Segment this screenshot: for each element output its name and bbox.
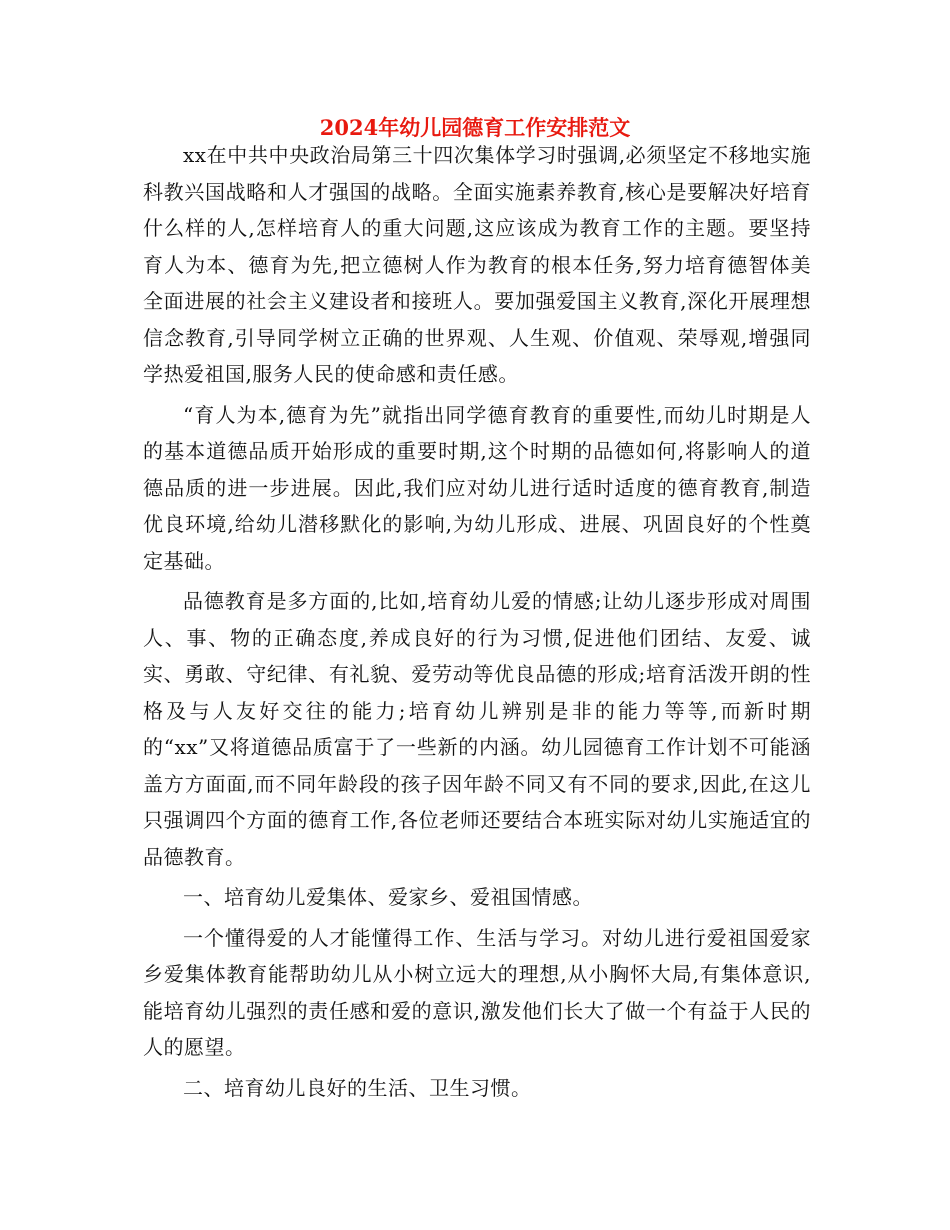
paragraph-love-education: 一个懂得爱的人才能懂得工作、生活与学习。对幼儿进行爱祖国爱家乡爱集体教育能帮助幼儿从小树立远大的理想,从小胸怀大局,有集体意识,能培育幼儿强烈的责任感和爱的意识,激发他们长大了做一个有益于人民的人的愿望。	[143, 925, 811, 1059]
paragraph-moral-priority: “育人为本,德育为先”就指出同学德育教育的重要性,而幼儿时期是人的基本道德品质开始形成的重要时期,这个时期的品德如何,将影响人的道德品质的进一步进展。因此,我们应对幼儿进行适时适度的德育教育,制造优良环境,给幼儿潜移默化的影响,为幼儿形成、进展、巩固良好的个性奠定基础。	[143, 402, 811, 573]
document-title: 2024年幼儿园德育工作安排范文	[319, 115, 631, 140]
paragraph-intro: xx在中共中央政治局第三十四次集体学习时强调,必须坚定不移地实施科教兴国战略和人才强国的战略。全面实施素养教育,核心是要解决好培育什么样的人,怎样培育人的重大问题,这应该成为教育工作的主题。要坚持育人为本、德育为先,把立德树人作为教育的根本任务,努力培育德智体美全面进展的社会主义建设者和接班人。要加强爱国主义教育,深化开展理想信念教育,引导同学树立正确的世界观、人生观、价值观、荣辱观,增强同学热爱祖国,服务人民的使命感和责任感。	[143, 143, 811, 386]
section-heading-2: 二、培育幼儿良好的生活、卫生习惯。	[183, 1075, 532, 1100]
section-heading-1: 一、培育幼儿爱集体、爱家乡、爱祖国情感。	[183, 885, 593, 909]
document-body	[143, 137, 811, 1110]
paragraph-moral-education: 品德教育是多方面的,比如,培育幼儿爱的情感;让幼儿逐步形成对周围人、事、物的正确态度,养成良好的行为习惯,促进他们团结、友爱、诚实、勇敢、守纪律、有礼貌、爱劳动等优良品德的形成;培育活泼开朗的性格及与人友好交往的能力;培育幼儿辨别是非的能力等等,而新时期的“xx”又将道德品质富于了一些新的内涵。幼儿园德育工作计划不可能涵盖方方面面,而不同年龄段的孩子因年龄不同又有不同的要求,因此,在这儿只强调四个方面的德育工作,各位老师还要结合本班实际对幼儿实施适宜的品德教育。	[143, 589, 811, 869]
